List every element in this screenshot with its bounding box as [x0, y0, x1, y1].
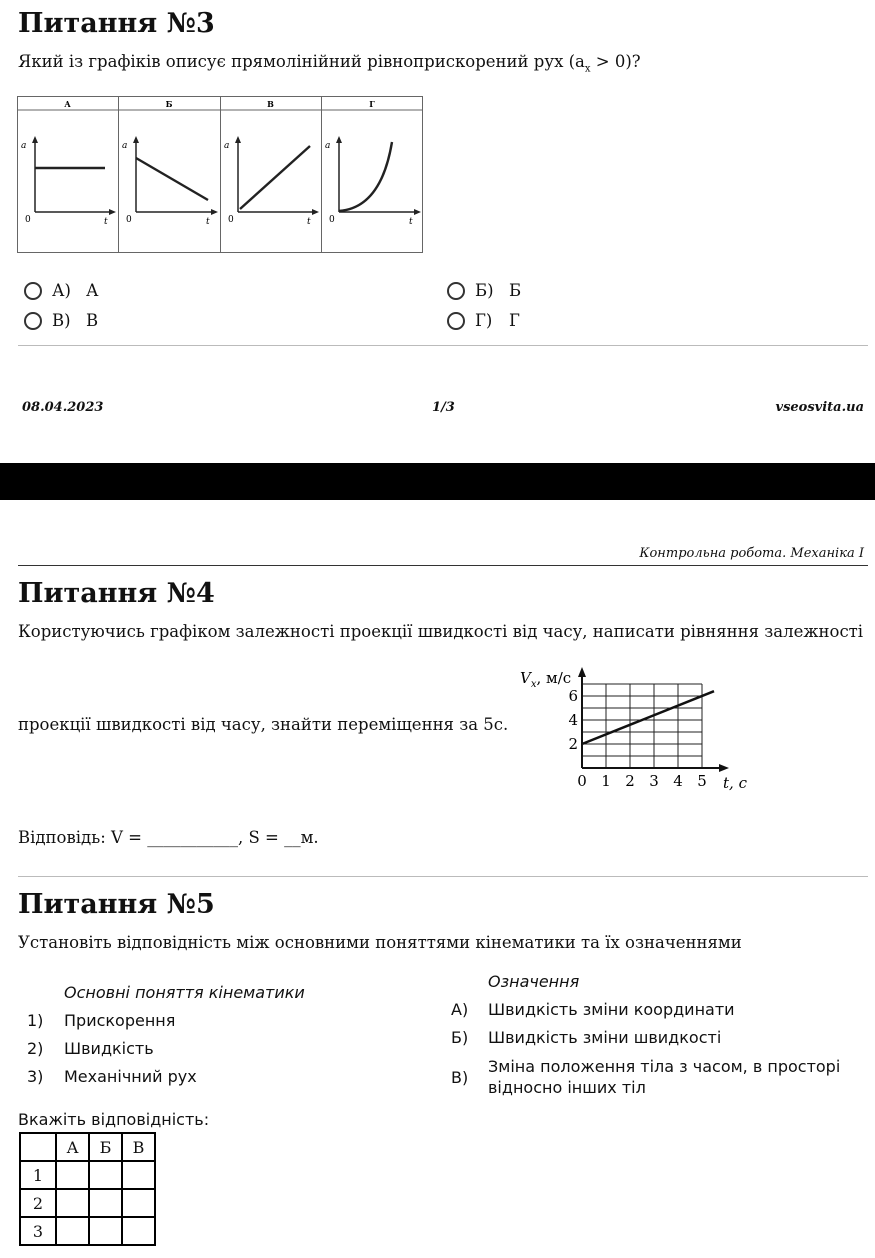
q4-title: Питання №4 [18, 578, 215, 609]
radio-button[interactable] [24, 312, 42, 330]
panel-header: А [64, 99, 71, 109]
table-row [20, 1161, 155, 1189]
q3-graphs-figure [17, 96, 424, 254]
origin-label: 0 [25, 215, 31, 225]
q4-text-line2: проекції швидкості від часу, знайти переміщення за 5с. [18, 715, 509, 734]
x-tick-label: 1 [601, 772, 611, 790]
x-tick-label: 3 [649, 772, 659, 790]
origin-label: 0 [126, 215, 132, 225]
radio-button[interactable] [447, 282, 465, 300]
y-axis-label: $V_x$, м/с [520, 669, 572, 690]
table-row [20, 1133, 155, 1161]
y-axis-arrow [578, 667, 586, 677]
table-corner-cell [20, 1133, 56, 1161]
y-tick-label: 2 [568, 735, 578, 753]
x-axis-label: t [206, 217, 210, 227]
x-axis-label: t, с [723, 774, 747, 792]
divider [18, 876, 868, 877]
footer-date: 08.04.2023 [22, 400, 104, 415]
q5-right-item-c: В) Зміна положення тіла з часом, в просторі відносно інших тіл [451, 1057, 841, 1097]
x-axis-arrow [719, 764, 729, 772]
q5-left-item-3: 3) Механічний рух [27, 1067, 197, 1086]
q5-instruction: Вкажіть відповідність: [18, 1110, 210, 1129]
y-axis-label: a [224, 141, 230, 151]
q5-left-title: Основні поняття кінематики [64, 983, 305, 1002]
q3-option-c[interactable]: В) В [24, 311, 98, 330]
answer-cell[interactable] [56, 1217, 89, 1245]
row-header: 1 [20, 1161, 56, 1189]
q5-right-item-a: А) Швидкість зміни координати [451, 1000, 735, 1019]
q3-option-a[interactable]: А) А [24, 281, 99, 300]
footer-site: vseosvita.ua [775, 400, 864, 415]
q5-title: Питання №5 [18, 889, 215, 920]
q5-right-item-b: Б) Швидкість зміни швидкості [451, 1028, 722, 1047]
q3-text: Який із графіків описує прямолінійний рівноприскорений рух $(a_x > 0)$? [18, 52, 641, 75]
answer-cell[interactable] [89, 1217, 122, 1245]
q3-option-b[interactable]: Б) Б [447, 281, 521, 300]
answer-cell[interactable] [89, 1161, 122, 1189]
page-header: Контрольна робота. Механіка І [639, 546, 864, 561]
radio-button[interactable] [24, 282, 42, 300]
x-axis-label: t [409, 217, 413, 227]
series-line [582, 691, 714, 744]
footer-page: 1/3 [432, 400, 455, 415]
answer-cell[interactable] [122, 1189, 155, 1217]
q4-velocity-chart [515, 663, 760, 798]
table-row [20, 1217, 155, 1245]
q5-left-item-1: 1) Прискорення [27, 1011, 176, 1030]
answer-cell[interactable] [122, 1161, 155, 1189]
origin-label: 0 [228, 215, 234, 225]
answer-cell[interactable] [56, 1189, 89, 1217]
q4-text-line1: Користуючись графіком залежності проекції швидкості від часу, написати рівняння залежності [18, 622, 864, 641]
x-tick-label: 0 [577, 772, 587, 790]
table-row [20, 1189, 155, 1217]
origin-label: 0 [329, 215, 335, 225]
answer-cell[interactable] [56, 1161, 89, 1189]
panel-header: В [267, 99, 274, 109]
q3-option-d[interactable]: Г) Г [447, 311, 520, 330]
answer-cell[interactable] [89, 1189, 122, 1217]
row-header: 3 [20, 1217, 56, 1245]
row-header: 2 [20, 1189, 56, 1217]
panel-header: Б [165, 99, 173, 109]
col-header: В [122, 1133, 155, 1161]
q3-title: Питання №3 [18, 8, 215, 39]
x-axis-label: t [104, 217, 108, 227]
col-header: А [56, 1133, 89, 1161]
y-axis-label: a [21, 141, 27, 151]
y-tick-label: 6 [568, 687, 578, 705]
x-tick-label: 2 [625, 772, 635, 790]
answer-table [19, 1132, 156, 1246]
divider [18, 345, 868, 346]
radio-button[interactable] [447, 312, 465, 330]
x-axis-label: t [307, 217, 311, 227]
y-axis-label: a [325, 141, 331, 151]
y-tick-label: 4 [568, 711, 578, 729]
panel-header: Г [369, 99, 375, 109]
col-header: Б [89, 1133, 122, 1161]
q5-left-item-2: 2) Швидкість [27, 1039, 154, 1058]
q5-text: Установіть відповідність між основними поняттями кінематики та їх означеннями [18, 933, 742, 952]
y-axis-label: a [122, 141, 128, 151]
q4-answer: Відповідь: V = ___________, S = __м. [18, 828, 319, 847]
x-tick-label: 4 [673, 772, 683, 790]
x-tick-label: 5 [697, 772, 707, 790]
page-break-bar [0, 463, 875, 500]
answer-cell[interactable] [122, 1217, 155, 1245]
q5-right-title: Означення [488, 972, 580, 991]
header-rule [18, 565, 868, 566]
